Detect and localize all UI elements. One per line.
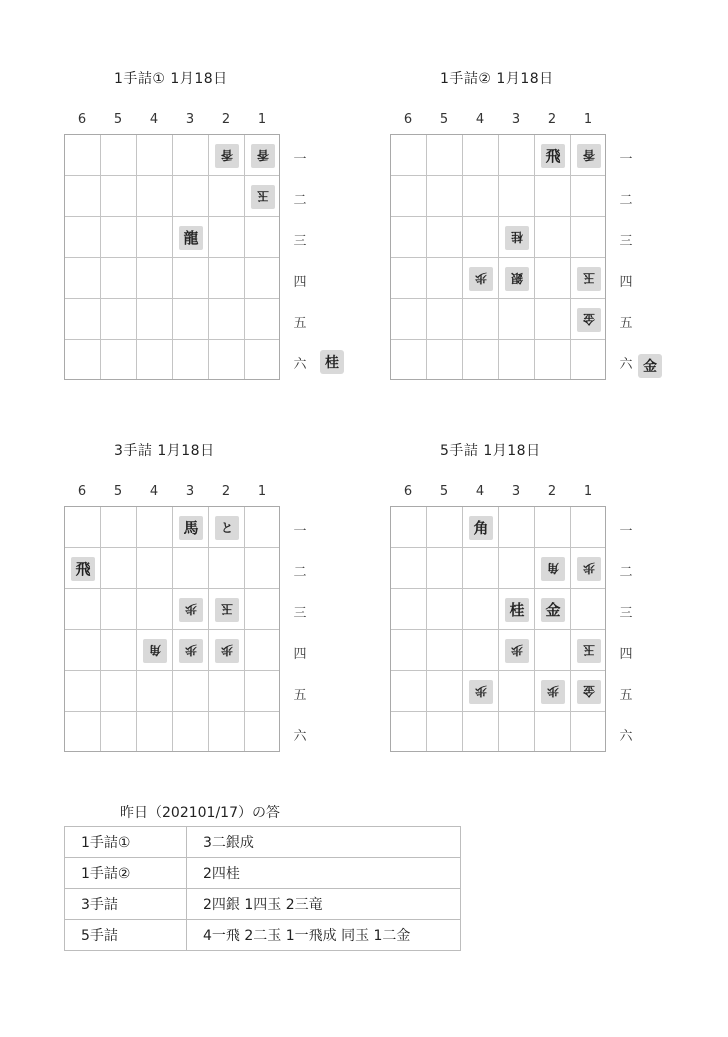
column-label: 3 <box>511 112 521 127</box>
hand-piece: 桂 <box>320 350 344 374</box>
column-label: 5 <box>439 484 449 499</box>
row-label: 五 <box>293 688 307 703</box>
shogi-piece: 桂 <box>505 226 529 250</box>
table-row <box>65 858 461 889</box>
column-label: 6 <box>403 112 413 127</box>
grid-line <box>570 507 571 751</box>
grid-line <box>391 339 605 340</box>
shogi-piece: 歩 <box>577 557 601 581</box>
shogi-piece: 歩 <box>505 639 529 663</box>
row-label: 五 <box>293 316 307 331</box>
row-label: 三 <box>619 606 633 621</box>
row-label: 一 <box>619 524 633 539</box>
table-row <box>65 920 461 951</box>
row-label: 四 <box>619 275 633 290</box>
row-label: 三 <box>293 606 307 621</box>
shogi-piece: 金 <box>577 308 601 332</box>
row-label: 四 <box>619 647 633 662</box>
puzzle-answer: 4一飛 2二玉 1一飛成 同玉 1二金 <box>187 920 461 951</box>
row-label: 一 <box>293 524 307 539</box>
column-label: 6 <box>77 484 87 499</box>
column-label: 2 <box>547 484 557 499</box>
shogi-piece: 角 <box>469 516 493 540</box>
shogi-piece: 角 <box>541 557 565 581</box>
table-row <box>65 827 461 858</box>
row-label: 四 <box>293 647 307 662</box>
row-label: 三 <box>293 234 307 249</box>
shogi-piece: 歩 <box>179 639 203 663</box>
column-labels <box>390 484 610 500</box>
grid-line <box>65 257 279 258</box>
shogi-piece: 歩 <box>469 267 493 291</box>
column-label: 4 <box>149 484 159 499</box>
row-label: 五 <box>619 688 633 703</box>
shogi-piece: 飛 <box>71 557 95 581</box>
row-label: 三 <box>619 234 633 249</box>
column-label: 6 <box>77 112 87 127</box>
column-labels <box>390 112 610 128</box>
column-labels <box>64 112 284 128</box>
column-labels <box>64 484 284 500</box>
column-label: 4 <box>475 484 485 499</box>
shogi-board <box>64 506 280 752</box>
grid-line <box>391 670 605 671</box>
puzzle-title: 3手詰 1月18日 <box>114 443 215 459</box>
puzzle-answer: 2四銀 1四玉 2三竜 <box>187 889 461 920</box>
column-label: 1 <box>257 112 267 127</box>
row-label: 一 <box>619 152 633 167</box>
shogi-board <box>390 506 606 752</box>
puzzle-title: 5手詰 1月18日 <box>440 443 541 459</box>
column-label: 4 <box>475 112 485 127</box>
shogi-piece: 香 <box>251 144 275 168</box>
puzzle-name: 1手詰① <box>65 827 187 858</box>
grid-line <box>391 298 605 299</box>
shogi-piece: 歩 <box>469 680 493 704</box>
puzzle-name: 1手詰② <box>65 858 187 889</box>
table-row <box>65 889 461 920</box>
grid-line <box>534 507 535 751</box>
column-label: 3 <box>185 112 195 127</box>
shogi-piece: 馬 <box>179 516 203 540</box>
column-label: 2 <box>547 112 557 127</box>
shogi-piece: 飛 <box>541 144 565 168</box>
grid-line <box>570 135 571 379</box>
puzzle-4 <box>390 440 690 780</box>
answers-table <box>64 826 461 951</box>
shogi-piece: 香 <box>577 144 601 168</box>
column-label: 4 <box>149 112 159 127</box>
shogi-piece: 香 <box>215 144 239 168</box>
grid-line <box>244 135 245 379</box>
grid-line <box>208 507 209 751</box>
shogi-piece: 金 <box>541 598 565 622</box>
puzzle-title: 1手詰② 1月18日 <box>440 71 554 87</box>
shogi-piece: 金 <box>577 680 601 704</box>
row-label: 二 <box>619 193 633 208</box>
column-label: 6 <box>403 484 413 499</box>
column-label: 2 <box>221 484 231 499</box>
column-label: 5 <box>113 484 123 499</box>
grid-line <box>391 711 605 712</box>
row-label: 二 <box>293 565 307 580</box>
shogi-piece: 玉 <box>251 185 275 209</box>
row-label: 一 <box>293 152 307 167</box>
column-label: 5 <box>113 112 123 127</box>
shogi-piece: 歩 <box>541 680 565 704</box>
puzzle-3 <box>64 440 364 780</box>
shogi-piece: 銀 <box>505 267 529 291</box>
grid-line <box>65 339 279 340</box>
grid-line <box>244 507 245 751</box>
grid-line <box>65 298 279 299</box>
row-label: 二 <box>619 565 633 580</box>
shogi-board <box>64 134 280 380</box>
row-label: 四 <box>293 275 307 290</box>
shogi-piece: 歩 <box>179 598 203 622</box>
grid-line <box>391 257 605 258</box>
grid-line <box>208 135 209 379</box>
grid-line <box>65 629 279 630</box>
shogi-piece: 玉 <box>215 598 239 622</box>
row-label: 五 <box>619 316 633 331</box>
column-label: 3 <box>511 484 521 499</box>
puzzle-title: 1手詰① 1月18日 <box>114 71 228 87</box>
puzzle-2 <box>390 68 690 408</box>
puzzle-1 <box>64 68 364 408</box>
row-label: 二 <box>293 193 307 208</box>
puzzle-answer: 3二銀成 <box>187 827 461 858</box>
shogi-piece: 玉 <box>577 267 601 291</box>
puzzle-name: 5手詰 <box>65 920 187 951</box>
shogi-piece: 玉 <box>577 639 601 663</box>
shogi-piece: 歩 <box>215 639 239 663</box>
column-label: 5 <box>439 112 449 127</box>
column-label: 1 <box>583 484 593 499</box>
shogi-piece: 桂 <box>505 598 529 622</box>
column-label: 1 <box>583 112 593 127</box>
hand-piece: 金 <box>638 354 662 378</box>
answers-title: 昨日（202101/17）の答 <box>120 805 280 821</box>
grid-line <box>65 711 279 712</box>
shogi-piece: 角 <box>143 639 167 663</box>
grid-line <box>65 670 279 671</box>
shogi-board <box>390 134 606 380</box>
row-label: 六 <box>619 729 633 744</box>
shogi-piece: と <box>215 516 239 540</box>
grid-line <box>534 135 535 379</box>
column-label: 2 <box>221 112 231 127</box>
row-label: 六 <box>619 357 633 372</box>
column-label: 1 <box>257 484 267 499</box>
column-label: 3 <box>185 484 195 499</box>
row-label: 六 <box>293 357 307 372</box>
puzzle-name: 3手詰 <box>65 889 187 920</box>
row-label: 六 <box>293 729 307 744</box>
grid-line <box>391 629 605 630</box>
puzzle-answer: 2四桂 <box>187 858 461 889</box>
shogi-piece: 龍 <box>179 226 203 250</box>
